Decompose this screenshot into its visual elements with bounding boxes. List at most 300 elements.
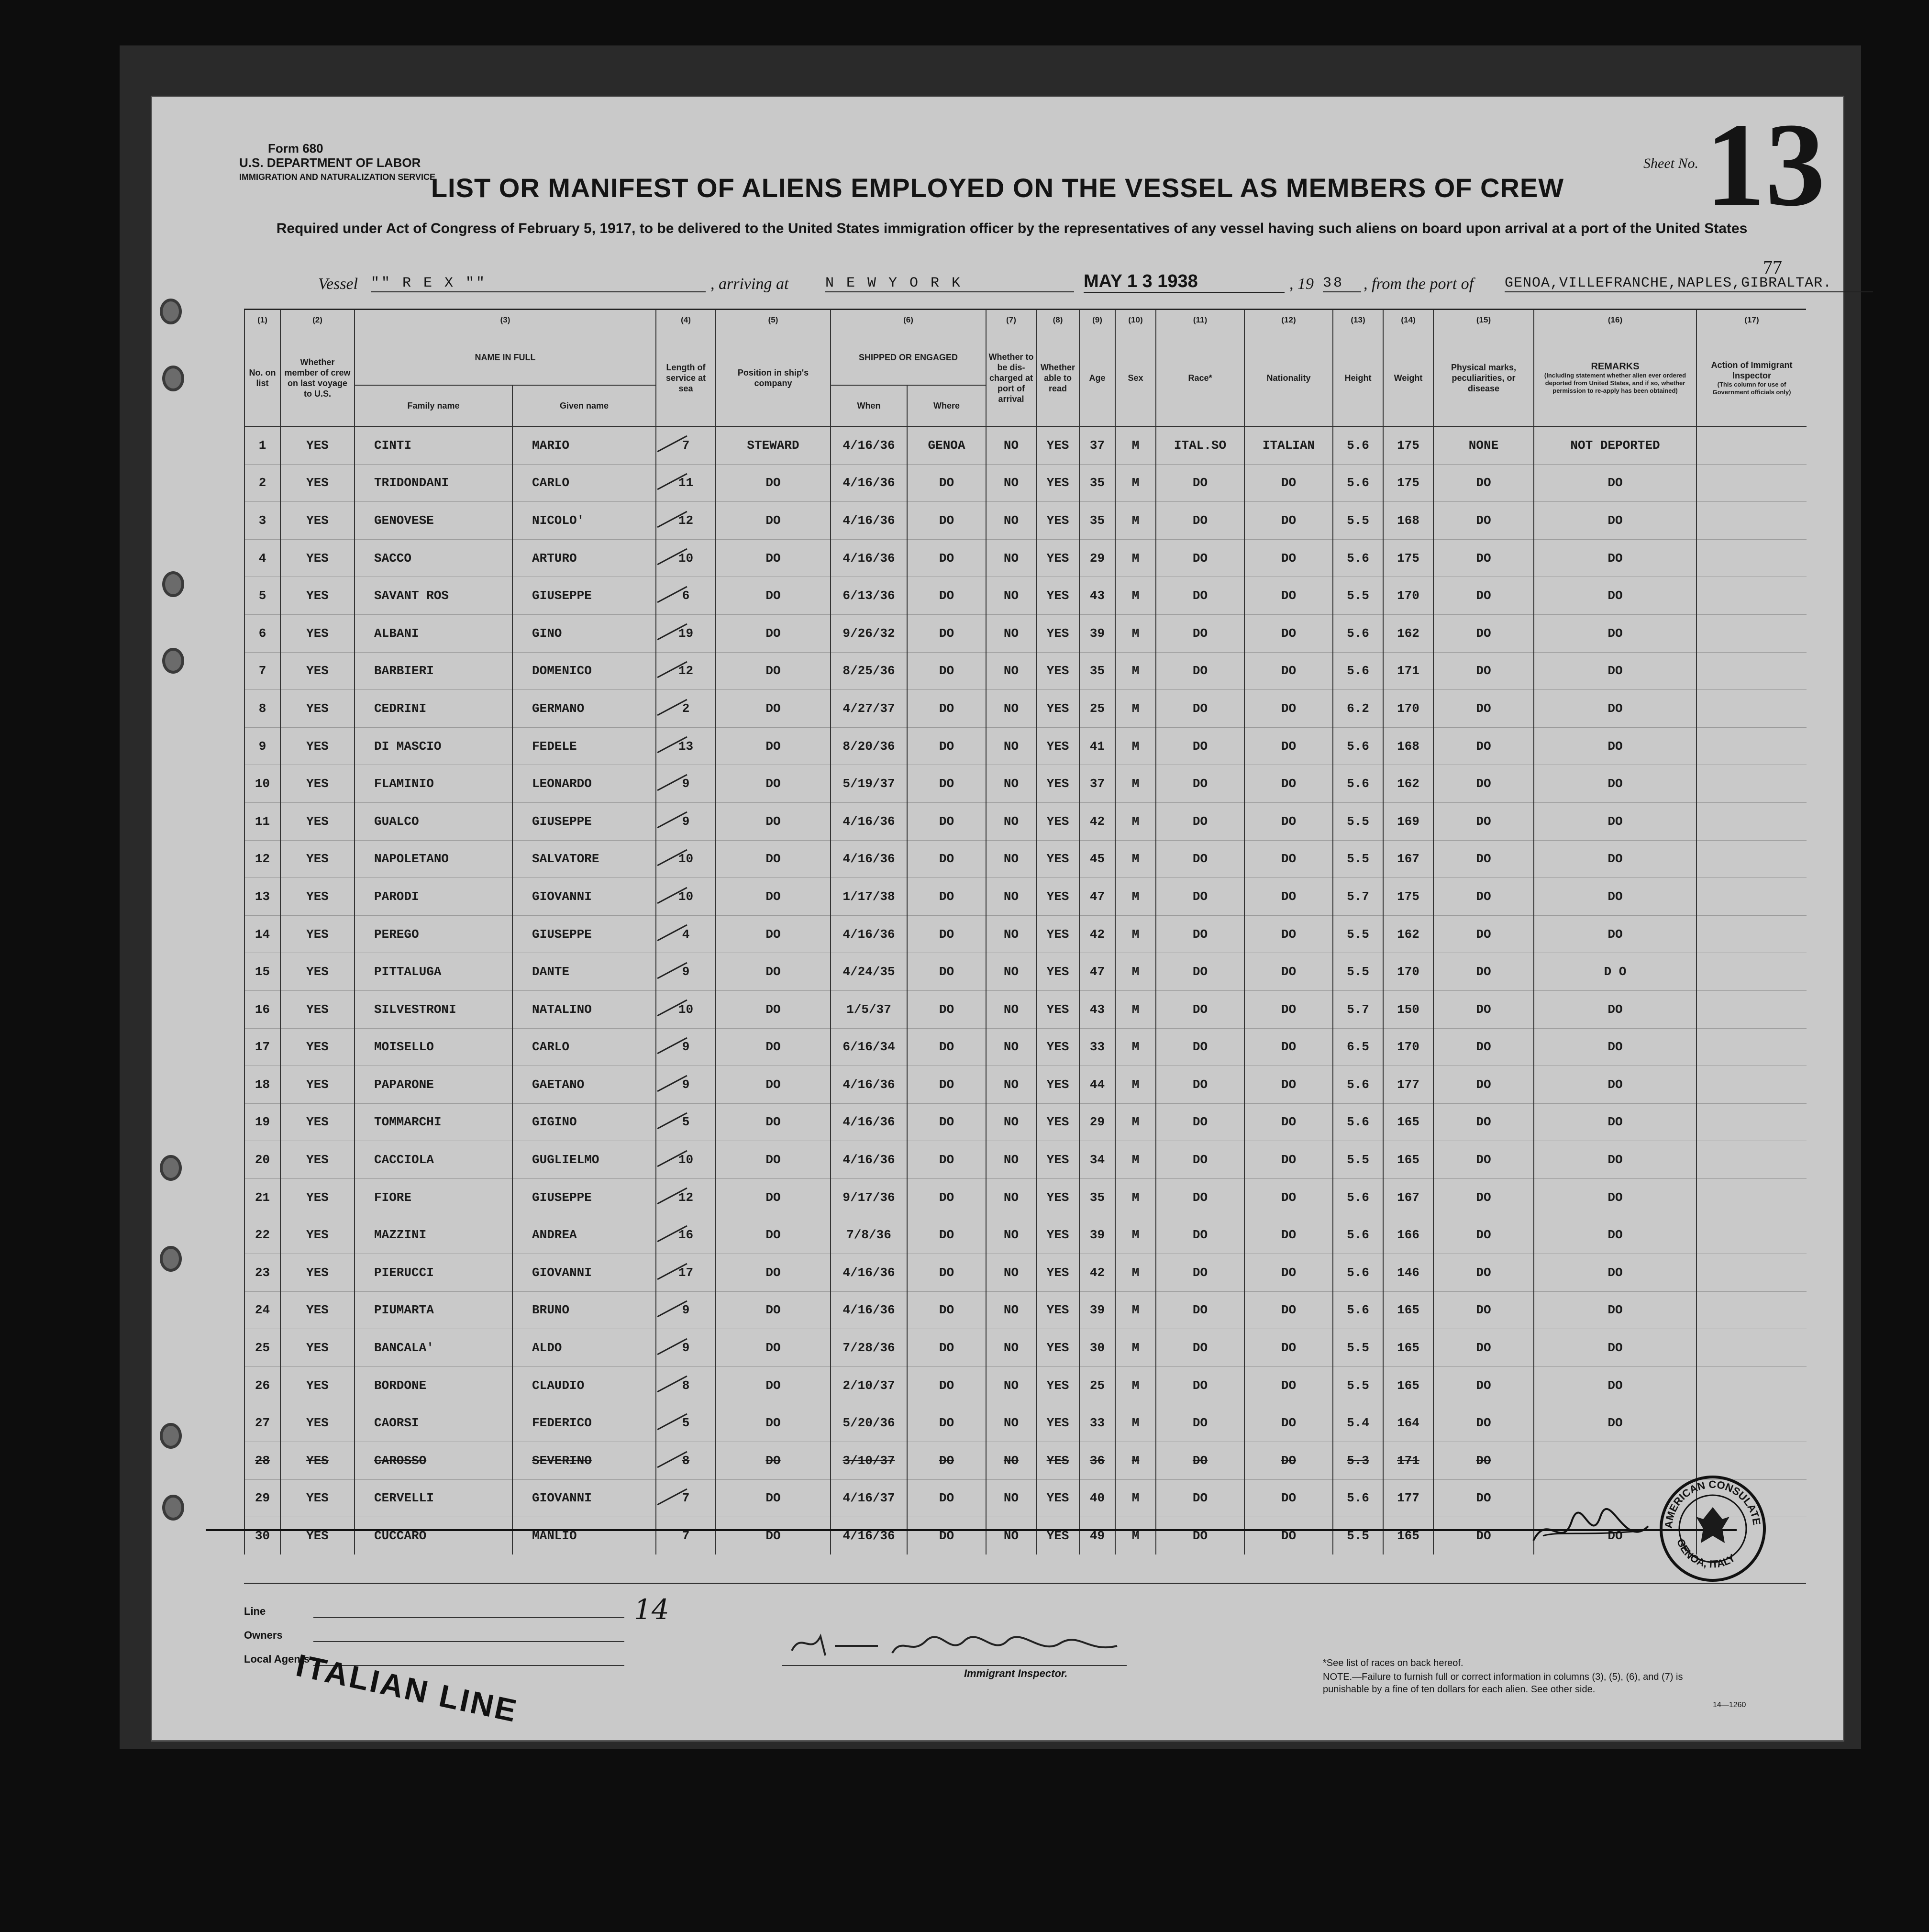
shipped-where-cell: DO	[907, 1517, 986, 1554]
age-cell: 33	[1079, 1028, 1115, 1066]
weight-cell: 165	[1383, 1517, 1433, 1554]
owners-field	[313, 1641, 624, 1642]
physical-marks-cell: DO	[1433, 577, 1534, 615]
crew-last-voyage-cell: YES	[280, 502, 355, 540]
nationality-cell: DO	[1244, 464, 1333, 502]
given-name-cell: DANTE	[512, 953, 656, 991]
able-to-read-cell: YES	[1036, 727, 1079, 765]
manifest-page	[151, 96, 1844, 1742]
family-name-cell: BARBIERI	[355, 652, 512, 690]
shipped-where-cell: DO	[907, 727, 986, 765]
position-cell: DO	[716, 1178, 831, 1216]
shipped-where-cell: DO	[907, 1141, 986, 1179]
physical-marks-cell: DO	[1433, 1404, 1534, 1442]
col-number: (5)	[716, 310, 831, 330]
remarks-cell: DO	[1534, 502, 1696, 540]
table-row	[244, 1404, 1807, 1442]
age-cell: 37	[1079, 426, 1115, 464]
discharged-cell: NO	[986, 1291, 1036, 1329]
remarks-cell: DO	[1534, 1366, 1696, 1404]
height-cell: 5.5	[1333, 1141, 1383, 1179]
weight-cell: 162	[1383, 614, 1433, 652]
arrival-year: 38	[1323, 275, 1361, 292]
shipped-where-cell: DO	[907, 1291, 986, 1329]
discharged-cell: NO	[986, 1254, 1036, 1292]
position-cell: DO	[716, 1479, 831, 1517]
age-cell: 42	[1079, 1254, 1115, 1292]
age-cell: 43	[1079, 990, 1115, 1028]
header-remarks	[1534, 330, 1696, 426]
shipped-when-cell: 4/24/35	[831, 953, 907, 991]
weight-cell: 175	[1383, 539, 1433, 577]
given-name-cell: DOMENICO	[512, 652, 656, 690]
physical-marks-cell: DO	[1433, 1066, 1534, 1104]
family-name-cell: PEREGO	[355, 915, 512, 953]
weight-cell: 169	[1383, 802, 1433, 840]
able-to-read-cell: YES	[1036, 878, 1079, 916]
given-name-cell: GIUSEPPE	[512, 1178, 656, 1216]
sex-cell: M	[1115, 802, 1156, 840]
race-cell: DO	[1156, 690, 1244, 728]
position-cell: DO	[716, 1291, 831, 1329]
discharged-cell: NO	[986, 1216, 1036, 1254]
length-service-cell: 9	[656, 1329, 716, 1367]
remarks-cell: DO	[1534, 1404, 1696, 1442]
remarks-cell: DO	[1534, 1329, 1696, 1367]
shipped-where-cell: DO	[907, 614, 986, 652]
remarks-cell: DO	[1534, 539, 1696, 577]
line-label: Line	[244, 1605, 266, 1617]
col-number: (4)	[656, 310, 716, 330]
sex-cell: M	[1115, 1028, 1156, 1066]
physical-marks-cell: DO	[1433, 652, 1534, 690]
race-cell: DO	[1156, 1291, 1244, 1329]
length-service-cell: 12	[656, 502, 716, 540]
shipped-where-cell: DO	[907, 652, 986, 690]
race-cell: DO	[1156, 765, 1244, 803]
row-number-cell: 29	[244, 1479, 280, 1517]
length-service-cell: 10	[656, 1141, 716, 1179]
physical-marks-cell: DO	[1433, 1442, 1534, 1480]
family-name-cell: FIORE	[355, 1178, 512, 1216]
height-cell: 5.5	[1333, 1517, 1383, 1554]
vessel-label: Vessel	[318, 275, 358, 293]
race-cell: DO	[1156, 1028, 1244, 1066]
shipped-where-cell: DO	[907, 1103, 986, 1141]
inspector-action-cell	[1696, 840, 1807, 878]
race-cell: DO	[1156, 652, 1244, 690]
given-name-cell: CARLO	[512, 1028, 656, 1066]
family-name-cell: NAPOLETANO	[355, 840, 512, 878]
nationality-cell: DO	[1244, 727, 1333, 765]
height-cell: 5.5	[1333, 1329, 1383, 1367]
table-row	[244, 802, 1807, 840]
able-to-read-cell: YES	[1036, 1178, 1079, 1216]
header-sex: Sex	[1115, 330, 1156, 426]
sex-cell: M	[1115, 1329, 1156, 1367]
discharged-cell: NO	[986, 1103, 1036, 1141]
binder-hole	[165, 368, 181, 389]
crew-last-voyage-cell: YES	[280, 690, 355, 728]
physical-marks-cell: DO	[1433, 690, 1534, 728]
discharged-cell: NO	[986, 802, 1036, 840]
weight-cell: 170	[1383, 577, 1433, 615]
weight-cell: 167	[1383, 1178, 1433, 1216]
nationality-cell: DO	[1244, 1216, 1333, 1254]
discharged-cell: NO	[986, 1517, 1036, 1554]
inspector-action-cell	[1696, 915, 1807, 953]
table-row	[244, 1028, 1807, 1066]
race-cell: DO	[1156, 1366, 1244, 1404]
header-name-in-full: NAME IN FULL	[355, 330, 656, 385]
shipped-where-cell: DO	[907, 953, 986, 991]
remarks-cell: DO	[1534, 577, 1696, 615]
race-cell: ITAL.SO	[1156, 426, 1244, 464]
nationality-cell: DO	[1244, 1404, 1333, 1442]
table-row	[244, 953, 1807, 991]
discharged-cell: NO	[986, 727, 1036, 765]
remarks-cell: DO	[1534, 1066, 1696, 1104]
nationality-cell: DO	[1244, 614, 1333, 652]
given-name-cell: SEVERINO	[512, 1442, 656, 1480]
physical-marks-cell: DO	[1433, 502, 1534, 540]
table-row	[244, 1254, 1807, 1292]
able-to-read-cell: YES	[1036, 690, 1079, 728]
length-service-cell: 16	[656, 1216, 716, 1254]
nationality-cell: DO	[1244, 1141, 1333, 1179]
crew-last-voyage-cell: YES	[280, 1178, 355, 1216]
family-name-cell: PITTALUGA	[355, 953, 512, 991]
position-cell: DO	[716, 614, 831, 652]
length-service-cell: 9	[656, 802, 716, 840]
sex-cell: M	[1115, 1291, 1156, 1329]
discharged-cell: NO	[986, 953, 1036, 991]
shipped-when-cell: 6/16/34	[831, 1028, 907, 1066]
table-row	[244, 426, 1807, 464]
race-cell: DO	[1156, 1103, 1244, 1141]
length-service-cell: 12	[656, 1178, 716, 1216]
able-to-read-cell: YES	[1036, 990, 1079, 1028]
remarks-title: REMARKS	[1591, 361, 1640, 372]
position-cell: DO	[716, 1366, 831, 1404]
shipped-where-cell: DO	[907, 765, 986, 803]
nationality-cell: DO	[1244, 953, 1333, 991]
position-cell: DO	[716, 1254, 831, 1292]
physical-marks-cell: DO	[1433, 1028, 1534, 1066]
given-name-cell: GIUSEPPE	[512, 802, 656, 840]
nationality-cell: ITALIAN	[1244, 426, 1333, 464]
binder-hole	[165, 574, 181, 594]
manifest-table	[244, 309, 1806, 1584]
family-name-cell: PARODI	[355, 878, 512, 916]
remarks-cell: DO	[1534, 990, 1696, 1028]
shipped-when-cell: 5/19/37	[831, 765, 907, 803]
length-service-cell: 8	[656, 1442, 716, 1480]
height-cell: 5.5	[1333, 953, 1383, 991]
remarks-cell: DO	[1534, 1028, 1696, 1066]
discharged-cell: NO	[986, 1178, 1036, 1216]
table-row	[244, 614, 1807, 652]
department: U.S. DEPARTMENT OF LABOR	[239, 155, 421, 170]
row-number-cell: 4	[244, 539, 280, 577]
height-cell: 5.6	[1333, 614, 1383, 652]
inspector-action-cell	[1696, 464, 1807, 502]
able-to-read-cell: YES	[1036, 915, 1079, 953]
crew-last-voyage-cell: YES	[280, 614, 355, 652]
shipped-where-cell: DO	[907, 1254, 986, 1292]
remarks-cell: DO	[1534, 464, 1696, 502]
length-service-cell: 12	[656, 652, 716, 690]
physical-marks-cell: DO	[1433, 727, 1534, 765]
able-to-read-cell: YES	[1036, 539, 1079, 577]
length-service-cell: 10	[656, 840, 716, 878]
position-cell: DO	[716, 990, 831, 1028]
binder-hole	[163, 1158, 179, 1178]
height-cell: 5.5	[1333, 915, 1383, 953]
table-row	[244, 765, 1807, 803]
height-cell: 5.6	[1333, 1178, 1383, 1216]
given-name-cell: GIGINO	[512, 1103, 656, 1141]
action-title: Action of Immigrant Inspector	[1711, 360, 1793, 380]
sex-cell: M	[1115, 426, 1156, 464]
able-to-read-cell: YES	[1036, 1291, 1079, 1329]
crew-last-voyage-cell: YES	[280, 577, 355, 615]
inspector-action-cell	[1696, 614, 1807, 652]
position-cell: DO	[716, 1141, 831, 1179]
weight-cell: 175	[1383, 464, 1433, 502]
sex-cell: M	[1115, 464, 1156, 502]
col-number: (16)	[1534, 310, 1696, 330]
position-cell: DO	[716, 765, 831, 803]
length-service-cell: 2	[656, 690, 716, 728]
position-cell: DO	[716, 1066, 831, 1104]
row-number-cell: 25	[244, 1329, 280, 1367]
race-cell: DO	[1156, 1178, 1244, 1216]
col-number: (1)	[244, 310, 280, 330]
nationality-cell: DO	[1244, 690, 1333, 728]
shipped-where-cell: DO	[907, 802, 986, 840]
given-name-cell: NICOLO'	[512, 502, 656, 540]
sex-cell: M	[1115, 1066, 1156, 1104]
inspector-action-cell	[1696, 1103, 1807, 1141]
shipped-when-cell: 4/16/36	[831, 915, 907, 953]
inspector-action-cell	[1696, 802, 1807, 840]
remarks-cell: DO	[1534, 840, 1696, 878]
nationality-cell: DO	[1244, 765, 1333, 803]
row-number-cell: 5	[244, 577, 280, 615]
race-cell: DO	[1156, 614, 1244, 652]
table-row	[244, 878, 1807, 916]
page-subtitle: Required under Act of Congress of February 5, 1917, to be delivered to the United States immigration officer by the representatives of any vessel having such aliens on board upon arrival at a port of the United States	[276, 221, 1748, 236]
physical-marks-cell: DO	[1433, 953, 1534, 991]
length-service-cell: 9	[656, 1066, 716, 1104]
height-cell: 6.2	[1333, 690, 1383, 728]
crew-last-voyage-cell: YES	[280, 1028, 355, 1066]
position-cell: DO	[716, 539, 831, 577]
line-field	[313, 1617, 624, 1618]
crew-last-voyage-cell: YES	[280, 1066, 355, 1104]
inspector-action-cell	[1696, 539, 1807, 577]
weight-cell: 170	[1383, 690, 1433, 728]
nationality-cell: DO	[1244, 577, 1333, 615]
physical-marks-cell: DO	[1433, 1329, 1534, 1367]
race-cell: DO	[1156, 577, 1244, 615]
remarks-cell: DO	[1534, 878, 1696, 916]
crew-last-voyage-cell: YES	[280, 539, 355, 577]
inspector-action-cell	[1696, 652, 1807, 690]
race-cell: DO	[1156, 1442, 1244, 1480]
position-cell: DO	[716, 953, 831, 991]
shipped-when-cell: 1/5/37	[831, 990, 907, 1028]
header-nationality: Nationality	[1244, 330, 1333, 426]
weight-cell: 165	[1383, 1141, 1433, 1179]
length-service-cell: 7	[656, 1479, 716, 1517]
family-name-cell: CINTI	[355, 426, 512, 464]
family-name-cell: BORDONE	[355, 1366, 512, 1404]
length-service-cell: 7	[656, 426, 716, 464]
discharged-cell: NO	[986, 614, 1036, 652]
inspector-action-cell	[1696, 990, 1807, 1028]
nationality-cell: DO	[1244, 652, 1333, 690]
inspector-signature	[782, 1627, 1127, 1660]
inspector-action-cell	[1696, 1028, 1807, 1066]
shipped-where-cell: DO	[907, 1216, 986, 1254]
age-cell: 47	[1079, 953, 1115, 991]
col-number: (12)	[1244, 310, 1333, 330]
page-title: LIST OR MANIFEST OF ALIENS EMPLOYED ON THE VESSEL AS MEMBERS OF CREW	[431, 173, 1564, 203]
length-service-cell: 10	[656, 990, 716, 1028]
nationality-cell: DO	[1244, 1366, 1333, 1404]
family-name-cell: GUALCO	[355, 802, 512, 840]
position-cell: DO	[716, 727, 831, 765]
sex-cell: M	[1115, 765, 1156, 803]
table-row	[244, 1103, 1807, 1141]
col-number: (11)	[1156, 310, 1244, 330]
crew-last-voyage-cell: YES	[280, 840, 355, 878]
able-to-read-cell: YES	[1036, 1329, 1079, 1367]
crew-last-voyage-cell: YES	[280, 1103, 355, 1141]
weight-cell: 146	[1383, 1254, 1433, 1292]
table-row	[244, 690, 1807, 728]
race-cell: DO	[1156, 840, 1244, 878]
race-note: *See list of races on back hereof.	[1323, 1658, 1463, 1668]
inspector-action-cell	[1696, 690, 1807, 728]
svg-text:GENOA, ITALY	[1674, 1537, 1738, 1570]
remarks-subtitle: (Including statement whether alien ever ordered deported from United States, and if so, whether permission to re-apply has been obtained)	[1544, 372, 1686, 394]
race-cell: DO	[1156, 539, 1244, 577]
length-service-cell: 17	[656, 1254, 716, 1292]
weight-cell: 175	[1383, 878, 1433, 916]
col-number: (2)	[280, 310, 355, 330]
col-number: (13)	[1333, 310, 1383, 330]
nationality-cell: DO	[1244, 1066, 1333, 1104]
weight-cell: 162	[1383, 915, 1433, 953]
row-number-cell: 16	[244, 990, 280, 1028]
age-cell: 25	[1079, 1366, 1115, 1404]
row-number-cell: 3	[244, 502, 280, 540]
shipped-where-cell: DO	[907, 539, 986, 577]
height-cell: 5.6	[1333, 1066, 1383, 1104]
weight-cell: 177	[1383, 1479, 1433, 1517]
able-to-read-cell: YES	[1036, 1141, 1079, 1179]
position-cell: DO	[716, 652, 831, 690]
departure-ports: GENOA,VILLEFRANCHE,NAPLES,GIBRALTAR.	[1505, 275, 1873, 292]
height-cell: 5.5	[1333, 502, 1383, 540]
physical-marks-cell: DO	[1433, 878, 1534, 916]
row-number-cell: 20	[244, 1141, 280, 1179]
arrival-date: MAY 1 3 1938	[1084, 271, 1285, 293]
shipped-where-cell: DO	[907, 1404, 986, 1442]
discharged-cell: NO	[986, 502, 1036, 540]
race-cell: DO	[1156, 1517, 1244, 1554]
header-when: When	[831, 385, 907, 426]
position-cell: DO	[716, 1103, 831, 1141]
sex-cell: M	[1115, 652, 1156, 690]
col-number: (6)	[831, 310, 986, 330]
weight-cell: 170	[1383, 1028, 1433, 1066]
family-name-cell: PIERUCCI	[355, 1254, 512, 1292]
header-no-on-list: No. on list	[244, 330, 280, 426]
crew-last-voyage-cell: YES	[280, 426, 355, 464]
height-cell: 5.6	[1333, 539, 1383, 577]
length-service-cell: 8	[656, 1366, 716, 1404]
discharged-cell: NO	[986, 690, 1036, 728]
height-cell: 5.6	[1333, 727, 1383, 765]
able-to-read-cell: YES	[1036, 953, 1079, 991]
family-name-cell: ALBANI	[355, 614, 512, 652]
shipped-when-cell: 4/16/36	[831, 1066, 907, 1104]
weight-cell: 166	[1383, 1216, 1433, 1254]
height-cell: 5.6	[1333, 1479, 1383, 1517]
discharged-cell: NO	[986, 1404, 1036, 1442]
able-to-read-cell: YES	[1036, 464, 1079, 502]
nationality-cell: DO	[1244, 1028, 1333, 1066]
position-cell: DO	[716, 464, 831, 502]
family-name-cell: TRIDONDANI	[355, 464, 512, 502]
able-to-read-cell: YES	[1036, 577, 1079, 615]
nationality-cell: DO	[1244, 1291, 1333, 1329]
inspector-action-cell	[1696, 953, 1807, 991]
inspector-label: Immigrant Inspector.	[964, 1667, 1068, 1679]
given-name-cell: ALDO	[512, 1329, 656, 1367]
age-cell: 40	[1079, 1479, 1115, 1517]
col-number: (15)	[1433, 310, 1534, 330]
row-number-cell: 24	[244, 1291, 280, 1329]
family-name-cell: BANCALA'	[355, 1329, 512, 1367]
age-cell: 34	[1079, 1141, 1115, 1179]
length-service-cell: 5	[656, 1404, 716, 1442]
shipped-where-cell: DO	[907, 502, 986, 540]
physical-marks-cell: DO	[1433, 1141, 1534, 1179]
crew-last-voyage-cell: YES	[280, 915, 355, 953]
length-service-cell: 19	[656, 614, 716, 652]
form-number: Form 680	[268, 141, 323, 155]
family-name-cell: CAORSI	[355, 1404, 512, 1442]
shipped-where-cell: DO	[907, 1442, 986, 1480]
row-number-cell: 6	[244, 614, 280, 652]
sex-cell: M	[1115, 878, 1156, 916]
given-name-cell: MANLIO	[512, 1517, 656, 1554]
age-cell: 42	[1079, 915, 1115, 953]
given-name-cell: CLAUDIO	[512, 1366, 656, 1404]
shipped-when-cell: 4/16/36	[831, 502, 907, 540]
sex-cell: M	[1115, 614, 1156, 652]
header-member-last-voyage: Whether member of crew on last voyage to U.S.	[280, 330, 355, 426]
race-cell: DO	[1156, 1479, 1244, 1517]
service-name: IMMIGRATION AND NATURALIZATION SERVICE	[239, 172, 435, 182]
age-cell: 49	[1079, 1517, 1115, 1554]
header-physical: Physical marks, peculiarities, or disease	[1433, 330, 1534, 426]
